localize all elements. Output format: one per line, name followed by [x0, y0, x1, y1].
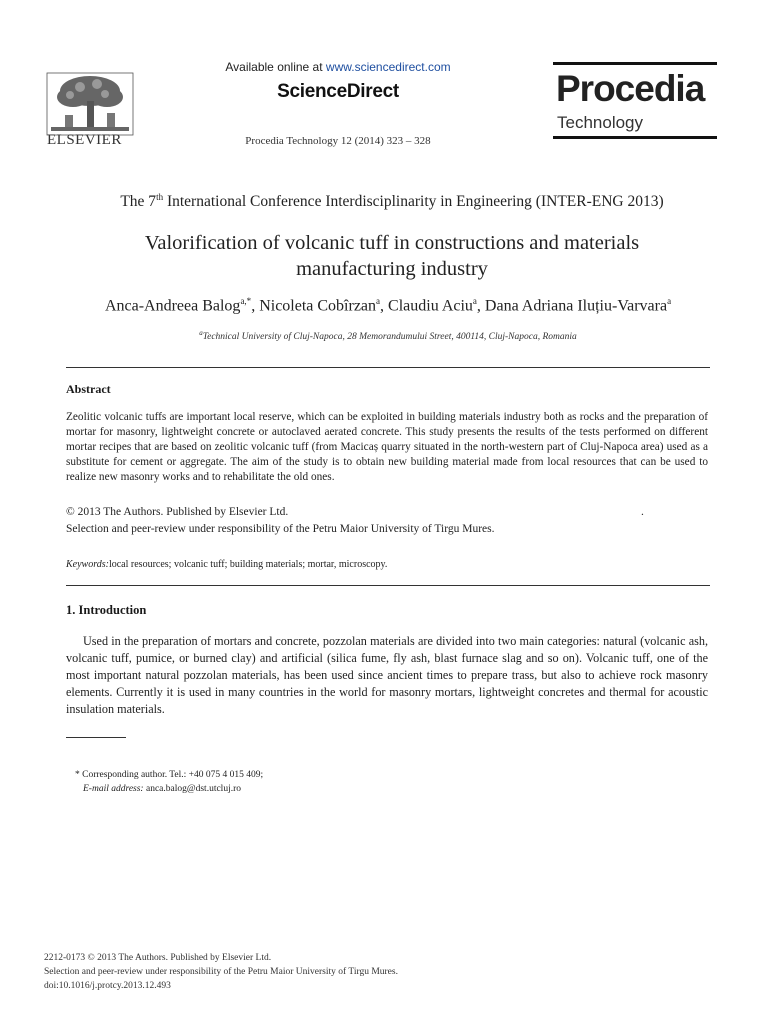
- corresponding-author-footnote: * Corresponding author. Tel.: +40 075 4 015 409;: [75, 770, 264, 780]
- keywords-text: local resources; volcanic tuff; building materials; mortar, microscopy.: [108, 559, 388, 570]
- sciencedirect-link[interactable]: www.sciencedirect.com: [325, 60, 451, 74]
- conference-pre: The 7: [120, 193, 157, 211]
- email-address: anca.balog@dst.utcluj.ro: [143, 784, 241, 794]
- procedia-top-rule: [553, 62, 717, 65]
- author-separator: ,: [476, 297, 485, 315]
- keywords-line: [66, 559, 387, 570]
- issn-line: 2212-0173 © 2013 The Authors. Published by Elsevier Ltd.: [44, 953, 272, 963]
- available-prefix: Available online at: [225, 60, 326, 74]
- introduction-paragraph: Used in the preparation of mortars and concrete, pozzolan materials are divided into two main categories: natural (volcanic ash, volcanic tuff, pumice, or burned clay) and artificial (silica fume, fly ash, blast furnace slag and so on). Volcanic tuff, one of the most important natural pozzolan materials, has been used since ancient times to prepare trass, but also to achieve rock masonry elements. Currently it is used in many countries in the world for masonry mortars, lightweight concretes and thermal for acoustic insulation materials.: [66, 634, 708, 716]
- sciencedirect-logo: ScienceDirect: [277, 81, 399, 102]
- author-affiliation-mark: a,*: [240, 296, 252, 306]
- paper-title: [60, 230, 724, 282]
- author-name: Dana Adriana Iluțiu-Varvara: [484, 297, 668, 315]
- keywords-label: Keywords:: [66, 559, 109, 570]
- affiliation-mark: a: [199, 329, 203, 337]
- author-name: Claudiu Aciu: [388, 297, 473, 315]
- author-affiliation-mark: a: [667, 296, 672, 306]
- footnote-rule: [66, 737, 126, 738]
- email-footnote: [83, 784, 241, 794]
- affiliation: [0, 329, 768, 342]
- conference-sup: th: [156, 192, 164, 202]
- abstract-bottom-rule: [66, 585, 710, 586]
- author-separator: ,: [380, 297, 389, 315]
- doi-line: doi:10.1016/j.protcy.2013.12.493: [44, 981, 171, 991]
- procedia-logo-title: Procedia: [556, 68, 705, 109]
- abstract-top-rule: [66, 367, 710, 368]
- paper-title-line-2: manufacturing industry: [296, 258, 488, 280]
- conference-name: [0, 192, 768, 211]
- author-separator: ,: [251, 297, 260, 315]
- author-affiliation-mark: a: [472, 296, 477, 306]
- affiliation-text: Technical University of Cluj-Napoca, 28 Memorandumului Street, 400114, Cluj-Napoca, Romania: [202, 332, 577, 343]
- section-heading-introduction: 1. Introduction: [66, 603, 147, 617]
- abstract-text: Zeolitic volcanic tuffs are important local reserve, which can be exploited in building materials industry both as rocks and the preparation of mortar for masonry, lightweight concrete or autoclaved aerated concrete. This study presents the results of the tests performed on different mortar recipes that are based on zeolitic volcanic tuff (from Macicaș quarry situated in the north-western part of Cluj-Napoca area) used as a substitute for cement or aggregate. The aim of the study is to obtain new building material made from local resources that can be used to realize new masonry works and to rehabilitate the old ones.: [66, 411, 708, 483]
- author-name: Anca-Andreea Balog: [104, 297, 241, 315]
- peer-review-line: Selection and peer-review under responsibility of the Petru Maior University of Tirgu Mures.: [66, 523, 495, 535]
- elsevier-wordmark: ELSEVIER: [47, 132, 122, 148]
- paper-title-line-1: Valorification of volcanic tuff in constructions and materials: [144, 232, 640, 254]
- author-affiliation-mark: a: [376, 296, 381, 306]
- conference-post: International Conference Interdisciplinarity in Engineering (INTER-ENG 2013): [163, 193, 664, 211]
- procedia-logo-subtitle: Technology: [557, 113, 644, 132]
- journal-reference: Procedia Technology 12 (2014) 323 – 328: [245, 135, 431, 147]
- author-list: [0, 296, 768, 315]
- author-name: Nicoleta Cobîrzan: [259, 297, 377, 315]
- bottom-peer-review-line: Selection and peer-review under responsibility of the Petru Maior University of Tirgu Mures.: [44, 967, 398, 977]
- email-label: E-mail address:: [83, 784, 144, 794]
- abstract-heading: Abstract: [66, 382, 111, 396]
- procedia-bottom-rule: [553, 136, 717, 139]
- stray-period: .: [641, 506, 644, 518]
- copyright-line: © 2013 The Authors. Published by Elsevier Ltd.: [66, 506, 289, 518]
